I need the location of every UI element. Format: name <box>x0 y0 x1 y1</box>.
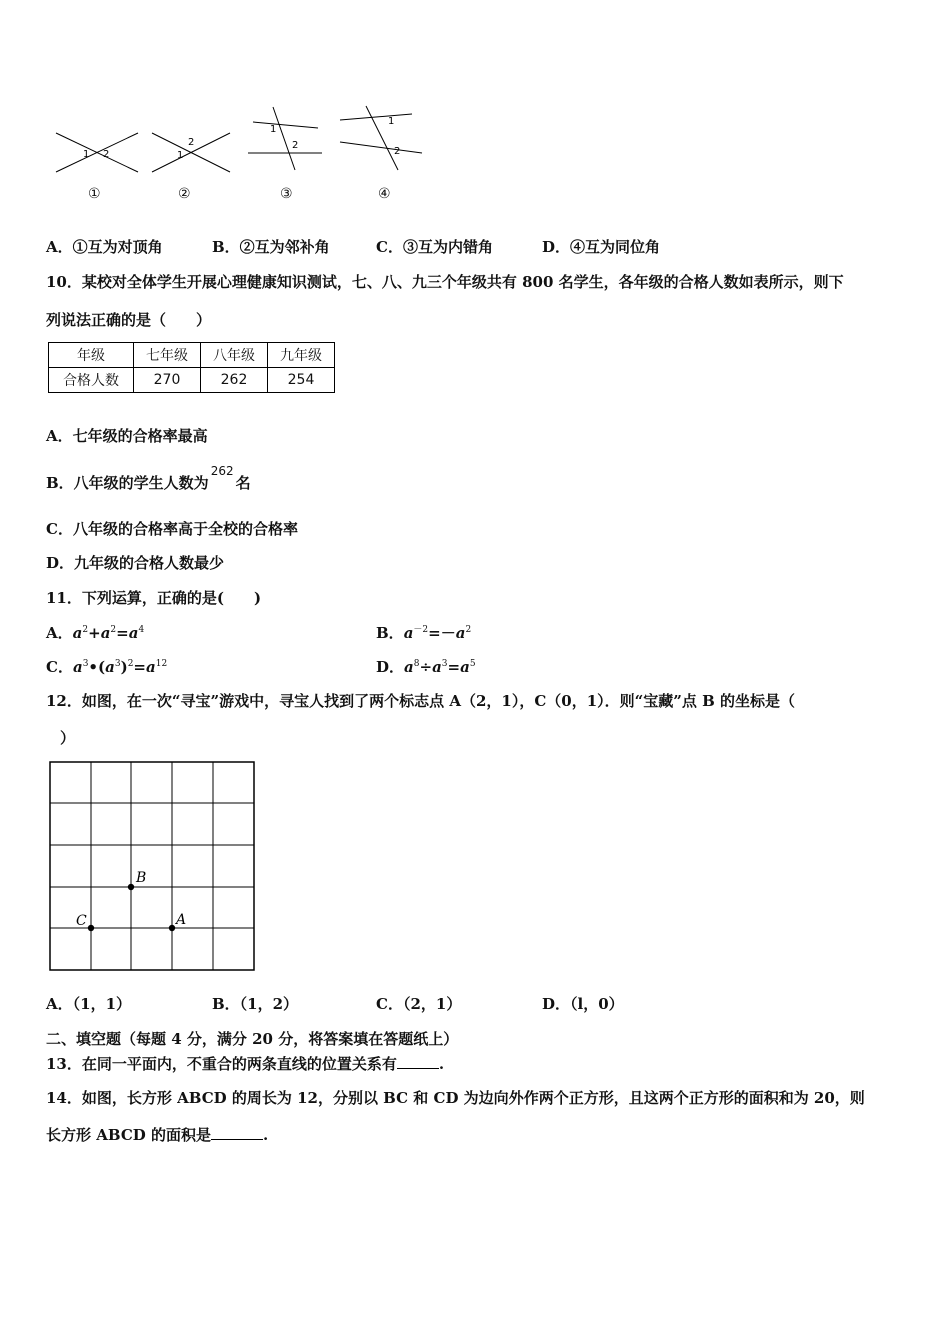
q11-d-div: ÷ <box>419 658 433 676</box>
q11-a-var2: a <box>100 624 111 642</box>
figure-2-label: ② <box>178 186 191 202</box>
q11-option-c <box>46 656 167 677</box>
section2-title: 二、填空题（每题 4 分，满分 20 分，将答案填在答题纸上） <box>46 1030 459 1048</box>
q10-table-header-row <box>49 343 335 368</box>
point-c-label: C <box>76 913 87 929</box>
figure-1-label: ① <box>88 186 101 202</box>
q11-a-exp2: 2 <box>110 625 117 635</box>
q11-a-var3: a <box>128 624 139 642</box>
fig4-angle-2-label: 2 <box>394 146 401 157</box>
q10-option-b-value: 262 <box>210 464 234 478</box>
fig1-angle-1-label: 1 <box>83 149 90 160</box>
q11-d-var3: a <box>460 658 470 676</box>
q11-c-close: ) <box>120 658 128 676</box>
q10-option-b-unit: 名 <box>235 474 251 492</box>
q12-stem-line2: ） <box>60 729 76 747</box>
q11-c-var: a <box>72 658 83 676</box>
fig3-angle-2-label: 2 <box>292 140 299 151</box>
q14-stem-line2 <box>46 1124 268 1145</box>
q10-header-grade8: 八年级 <box>201 343 268 368</box>
q10-header-grade9: 九年级 <box>268 343 335 368</box>
q9-option-c: C．③互为内错角 <box>376 238 493 256</box>
q13-answer-blank <box>397 1068 439 1069</box>
q10-option-d: D．九年级的合格人数最少 <box>46 554 225 572</box>
fig4-angle-1-label: 1 <box>388 116 395 127</box>
q10-grade-table <box>48 342 335 393</box>
figure-4-corresponding-angles <box>340 106 422 170</box>
q11-b-exp2: 2 <box>465 625 472 635</box>
q11-c-prefix: C． <box>46 658 73 676</box>
q11-option-b <box>376 622 471 643</box>
point-c <box>88 925 94 931</box>
figure-1-vertical-angles <box>56 133 138 172</box>
q11-d-exp1: 8 <box>413 659 420 669</box>
q11-d-exp3: 5 <box>469 659 476 669</box>
q11-b-var: a <box>403 624 414 642</box>
point-b-label: B <box>136 870 147 886</box>
figure-3-label: ③ <box>280 186 293 202</box>
q11-b-var2: a <box>455 624 466 642</box>
q13-text: 13．在同一平面内，不重合的两条直线的位置关系有 <box>46 1055 397 1073</box>
q12-stem-line1: 12．如图，在一次“寻宝”游戏中，寻宝人找到了两个标志点 A（2，1），C（0，1）．则“宝藏”点 B 的坐标是（ <box>46 692 796 710</box>
q11-d-var2: a <box>432 658 442 676</box>
fig3-angle-1-label: 1 <box>270 124 277 135</box>
q11-a-eq: = <box>116 624 129 642</box>
fig2-angle-2-label: 2 <box>188 137 195 148</box>
q10-header-grade7: 七年级 <box>134 343 201 368</box>
q9-option-d: D．④互为同位角 <box>542 238 661 256</box>
point-a-label: A <box>176 912 187 928</box>
q11-c-exp2: 3 <box>114 659 121 669</box>
q10-value-grade8: 262 <box>201 368 268 393</box>
q11-c-exp4: 12 <box>155 659 168 669</box>
q13-stem <box>46 1053 444 1074</box>
figure-4-label: ④ <box>378 186 391 202</box>
point-b <box>128 884 134 890</box>
q11-c-var3: a <box>146 658 156 676</box>
q11-option-d <box>376 656 476 677</box>
q14-stem-line1: 14．如图，长方形 ABCD 的周长为 12，分别以 BC 和 CD 为边向外作两个正方形，且这两个正方形的面积和为 20，则 <box>46 1089 865 1107</box>
q10-option-b <box>46 464 251 493</box>
q10-value-grade9: 254 <box>268 368 335 393</box>
q10-header-grade: 年级 <box>49 343 134 368</box>
q14-end: . <box>263 1126 269 1144</box>
q11-a-prefix: A． <box>46 624 73 642</box>
q11-c-eq: = <box>133 658 146 676</box>
q14-text: 长方形 ABCD 的面积是 <box>46 1126 211 1144</box>
point-a <box>169 925 175 931</box>
fig2-angle-1-label: 1 <box>177 150 184 161</box>
q10-option-b-text: B．八年级的学生人数为 <box>46 474 209 492</box>
q13-end: . <box>438 1055 445 1073</box>
q11-c-dot: •( <box>88 658 106 676</box>
q10-value-grade7: 270 <box>134 368 201 393</box>
q11-d-var: a <box>404 658 414 676</box>
fig1-angle-2-label: 2 <box>103 149 110 160</box>
q11-b-exp1: －2 <box>413 625 429 635</box>
q11-option-a <box>46 622 144 643</box>
q12-option-d: D．（l，0） <box>542 995 624 1013</box>
q11-d-prefix: D． <box>376 658 405 676</box>
grid-lines <box>50 762 254 970</box>
q10-stem-line1: 10．某校对全体学生开展心理健康知识测试，七、八、九三个年级共有 800 名学生，各年级的合格人数如表所示，则下 <box>46 273 844 291</box>
q14-answer-blank <box>211 1139 263 1140</box>
q11-a-plus: + <box>88 624 101 642</box>
q11-c-exp1: 3 <box>82 659 89 669</box>
q11-d-exp2: 3 <box>441 659 448 669</box>
q10-stem-line2: 列说法正确的是（ ） <box>46 311 212 329</box>
q11-c-var2: a <box>105 658 115 676</box>
q11-a-exp1: 2 <box>82 625 89 635</box>
q9-option-b: B．②互为邻补角 <box>212 238 330 256</box>
treasure-grid <box>48 760 258 974</box>
q10-row-label: 合格人数 <box>49 368 134 393</box>
q12-option-b: B．（1，2） <box>212 995 299 1013</box>
figure-3-alternate-angles <box>248 107 322 170</box>
q12-option-c: C．（2，1） <box>376 995 462 1013</box>
q11-a-var: a <box>72 624 83 642</box>
q11-b-eq: =－ <box>428 624 456 642</box>
q11-stem: 11．下列运算，正确的是( ) <box>46 589 262 607</box>
q12-option-a: A．（1，1） <box>46 995 132 1013</box>
q10-table-data-row <box>49 368 335 393</box>
q11-a-exp3: 4 <box>138 625 145 635</box>
q10-option-c: C．八年级的合格率高于全校的合格率 <box>46 520 298 538</box>
q11-c-exp3: 2 <box>127 659 134 669</box>
q10-option-a: A．七年级的合格率最高 <box>46 427 208 445</box>
q11-b-prefix: B． <box>376 624 404 642</box>
q11-d-eq: = <box>447 658 461 676</box>
q9-option-a: A．①互为对顶角 <box>46 238 163 256</box>
